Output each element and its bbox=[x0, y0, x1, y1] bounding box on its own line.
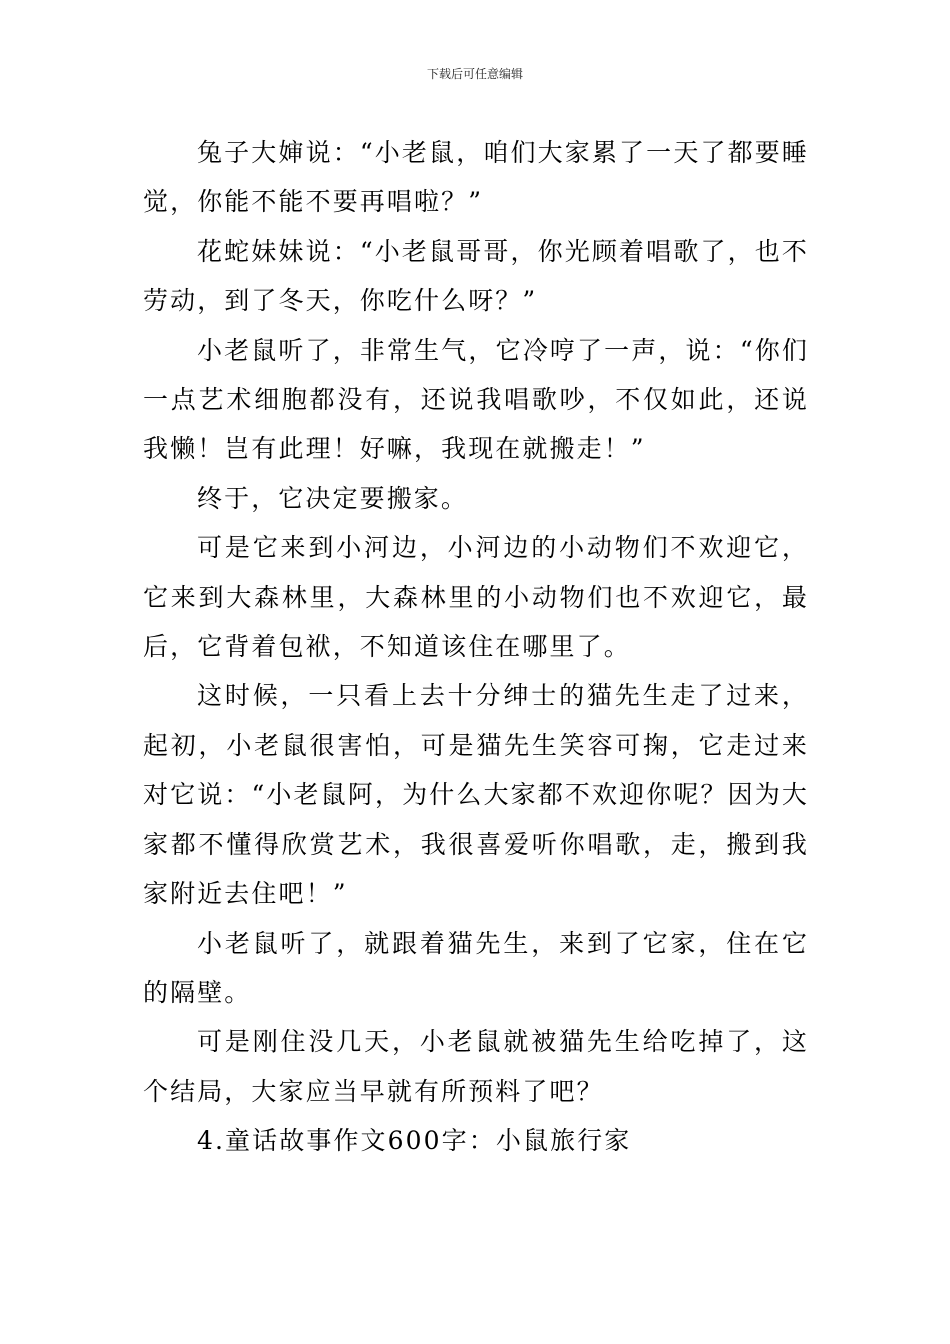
paragraph: 可是它来到小河边，小河边的小动物们不欢迎它，它来到大森林里，大森林里的小动物们也不欢迎它，最后，它背着包袱，不知道该住在哪里了。 bbox=[143, 533, 809, 662]
paragraph: 花蛇妹妹说：“小老鼠哥哥，你光顾着唱歌了，也不劳动，到了冬天，你吃什么呀？” bbox=[143, 236, 809, 316]
paragraph: 兔子大婶说：“小老鼠，咱们大家累了一天了都要睡觉，你能不能不要再唱啦？” bbox=[143, 138, 809, 217]
paragraph: 小老鼠听了，非常生气，它冷哼了一声，说：“你们一点艺术细胞都没有，还说我唱歌吵，不仅如此，还说我懒！岂有此理！好嘛，我现在就搬走！” bbox=[143, 335, 809, 464]
section-heading: 4.童话故事作文600字：小鼠旅行家 bbox=[197, 1126, 632, 1156]
paragraph: 终于，它决定要搬家。 bbox=[197, 483, 469, 513]
paragraph: 可是刚住没几天，小老鼠就被猫先生给吃掉了，这个结局，大家应当早就有所预料了吧？ bbox=[143, 1027, 809, 1106]
paragraph: 这时候，一只看上去十分绅士的猫先生走了过来，起初，小老鼠很害怕，可是猫先生笑容可掬，它走过来对它说：“小老鼠阿，为什么大家都不欢迎你呢？因为大家都不懂得欣赏艺术，我很喜爱听你唱歌，走，搬到我家附近去住吧！” bbox=[143, 681, 809, 909]
paragraph: 小老鼠听了，就跟着猫先生，来到了它家，住在它的隔壁。 bbox=[143, 928, 809, 1007]
document-body bbox=[143, 128, 809, 1166]
page-header-note: 下载后可任意编辑 bbox=[426, 67, 523, 81]
